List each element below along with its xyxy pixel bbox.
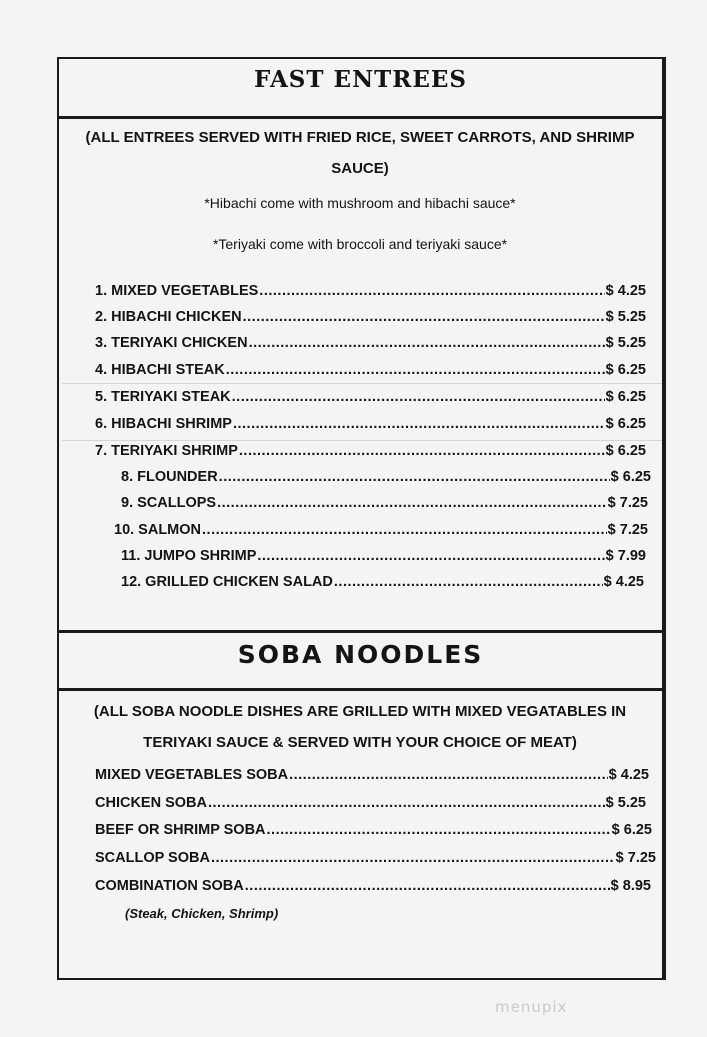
hibachi-note: *Hibachi come with mushroom and hibachi sauce* [204, 195, 516, 211]
menu-item [95, 822, 652, 838]
leader-dots [239, 443, 605, 459]
item-price: $ 6.25 [610, 469, 651, 485]
menu-item [95, 443, 646, 459]
item-price: $ 7.25 [607, 495, 648, 511]
menu-item [121, 495, 648, 511]
item-price: $ 4.25 [605, 283, 646, 299]
item-name: 7. TERIYAKI SHRIMP [95, 443, 238, 459]
item-price: $ 5.25 [605, 795, 646, 811]
item-name: 8. FLOUNDER [121, 469, 218, 485]
leader-dots [257, 548, 604, 564]
item-price: $ 6.25 [605, 389, 646, 405]
leader-dots [219, 469, 610, 485]
item-name: 3. TERIYAKI CHICKEN [95, 335, 248, 351]
combination-footnote: (Steak, Chicken, Shrimp) [125, 906, 279, 921]
leader-dots [245, 878, 610, 894]
item-price: $ 5.25 [605, 309, 646, 325]
menu-item [95, 767, 649, 783]
item-price: $ 6.25 [611, 822, 652, 838]
divider-fast-entrees [57, 116, 666, 119]
item-name: 4. HIBACHI STEAK [95, 362, 225, 378]
item-name: 10. SALMON [114, 522, 202, 538]
leader-dots [243, 309, 605, 325]
item-name: 9. SCALLOPS [121, 495, 217, 511]
item-name: COMBINATION SOBA [95, 878, 244, 894]
leader-dots [208, 795, 605, 811]
teriyaki-note: *Teriyaki come with broccoli and teriyaki sauce* [212, 236, 508, 252]
item-price: $ 5.25 [605, 335, 646, 351]
item-name: 11. JUMPO SHRIMP [121, 548, 257, 564]
menu-item [121, 469, 651, 485]
menu-item [95, 416, 646, 432]
item-price: $ 8.95 [610, 878, 651, 894]
watermark-logo: menupix [495, 998, 568, 1016]
leader-dots [249, 335, 605, 351]
leader-dots [289, 767, 608, 783]
soba-noodles-title: SOBA NOODLES [237, 640, 484, 669]
item-name: 5. TERIYAKI STEAK [95, 389, 231, 405]
menu-item [95, 795, 646, 811]
item-name: SCALLOP SOBA [95, 850, 210, 866]
item-price: $ 6.25 [605, 362, 646, 378]
leader-dots [259, 283, 604, 299]
menu-item [114, 522, 648, 538]
leader-dots [267, 822, 611, 838]
item-price: $ 7.25 [615, 850, 656, 866]
menu-item [95, 283, 646, 299]
menu-item [95, 389, 646, 405]
leader-dots [233, 416, 605, 432]
item-name: CHICKEN SOBA [95, 795, 207, 811]
item-price: $ 6.25 [605, 416, 646, 432]
leader-dots [226, 362, 605, 378]
border-right-edge [664, 57, 666, 980]
leader-dots [334, 574, 603, 590]
leader-dots [232, 389, 605, 405]
item-price: $ 4.25 [603, 574, 644, 590]
soba-noodles-note: (ALL SOBA NOODLE DISHES ARE GRILLED WITH MIXED VEGATABLES IN TERIYAKI SAUCE & SERVED WITH YOUR CHOICE OF MEAT) [93, 703, 627, 751]
item-price: $ 4.25 [608, 767, 649, 783]
menu-item [95, 335, 646, 351]
leader-dots [202, 522, 607, 538]
divider-soba-top [57, 630, 666, 633]
menu-item [121, 574, 644, 590]
menu-item [121, 548, 646, 564]
menu-item [95, 850, 656, 866]
item-name: MIXED VEGETABLES SOBA [95, 767, 289, 783]
item-name: 6. HIBACHI SHRIMP [95, 416, 232, 432]
item-price: $ 7.25 [607, 522, 648, 538]
item-price: $ 6.25 [605, 443, 646, 459]
fast-entrees-note: (ALL ENTREES SERVED WITH FRIED RICE, SWEET CARROTS, AND SHRIMP SAUCE) [85, 129, 635, 177]
item-name: 1. MIXED VEGETABLES [95, 283, 259, 299]
item-price: $ 7.99 [605, 548, 646, 564]
bleed-through-line [62, 383, 662, 384]
leader-dots [217, 495, 607, 511]
menu-item [95, 362, 646, 378]
divider-soba-bottom [57, 688, 666, 691]
menu-item [95, 878, 651, 894]
item-name: 2. HIBACHI CHICKEN [95, 309, 242, 325]
item-name: 12. GRILLED CHICKEN SALAD [121, 574, 333, 590]
fast-entrees-title: FAST ENTREES [253, 66, 467, 93]
bleed-through-line [62, 440, 662, 441]
leader-dots [211, 850, 615, 866]
item-name: BEEF OR SHRIMP SOBA [95, 822, 266, 838]
menu-item [95, 309, 646, 325]
